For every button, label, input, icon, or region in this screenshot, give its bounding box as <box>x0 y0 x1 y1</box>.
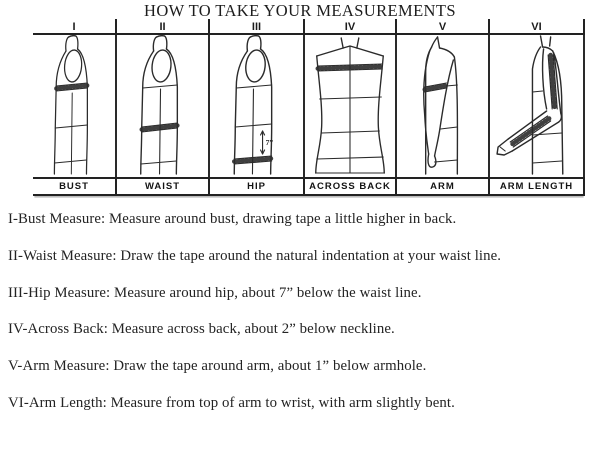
page-title: HOW TO TAKE YOUR MEASUREMENTS <box>144 1 456 20</box>
panel-waist <box>117 35 210 177</box>
instruction-line-waist: II-Waist Measure: Draw the tape around the natural indentation at your waist line. <box>8 247 502 264</box>
panel-label-hip: HIP <box>210 179 305 194</box>
waist-figure-illustration <box>117 35 208 175</box>
instruction-line-bust: I-Bust Measure: Measure around bust, drawing tape a little higher in back. <box>8 211 457 227</box>
arm-length-figure-illustration <box>490 35 583 175</box>
panel-numeral-hip: III <box>210 19 305 33</box>
panel-hip <box>210 35 305 177</box>
hip-figure-illustration <box>210 35 303 175</box>
panel-label-row <box>33 177 585 196</box>
instruction-list <box>8 211 594 432</box>
panel-numeral-arm-length: VI <box>490 19 585 33</box>
across-back-figure-illustration <box>305 35 395 175</box>
instruction-line-across-back: IV-Across Back: Measure across back, about 2” below neckline. <box>8 321 395 338</box>
hip-distance-annotation: 7” <box>265 138 274 147</box>
panel-numeral-arm: V <box>397 19 490 33</box>
panel-numeral-waist: II <box>117 19 210 33</box>
measurement-diagram-strip <box>33 33 585 196</box>
instruction-line-hip: III-Hip Measure: Measure around hip, about 7” below the waist line. <box>8 284 422 301</box>
instruction-line-arm: V-Arm Measure: Draw the tape around arm, about 1” below armhole. <box>8 358 427 375</box>
panel-label-arm-length: ARM LENGTH <box>490 179 585 194</box>
panel-arm <box>397 35 490 177</box>
figure-row <box>33 35 585 177</box>
panel-numeral-row <box>33 19 585 33</box>
arm-figure-illustration <box>397 35 488 175</box>
panel-label-across-back: ACROSS BACK <box>305 179 397 194</box>
panel-label-waist: WAIST <box>117 179 210 194</box>
bust-figure-illustration <box>33 35 115 175</box>
instruction-line-arm-length: VI-Arm Length: Measure from top of arm to wrist, with arm slightly bent. <box>8 394 455 411</box>
panel-label-arm: ARM <box>397 179 490 194</box>
panel-across-back <box>305 35 397 177</box>
panel-label-bust: BUST <box>33 179 117 194</box>
panel-numeral-bust: I <box>33 19 117 33</box>
panel-bust <box>33 35 117 177</box>
panel-arm-length <box>490 35 585 177</box>
panel-numeral-across-back: IV <box>305 19 397 33</box>
